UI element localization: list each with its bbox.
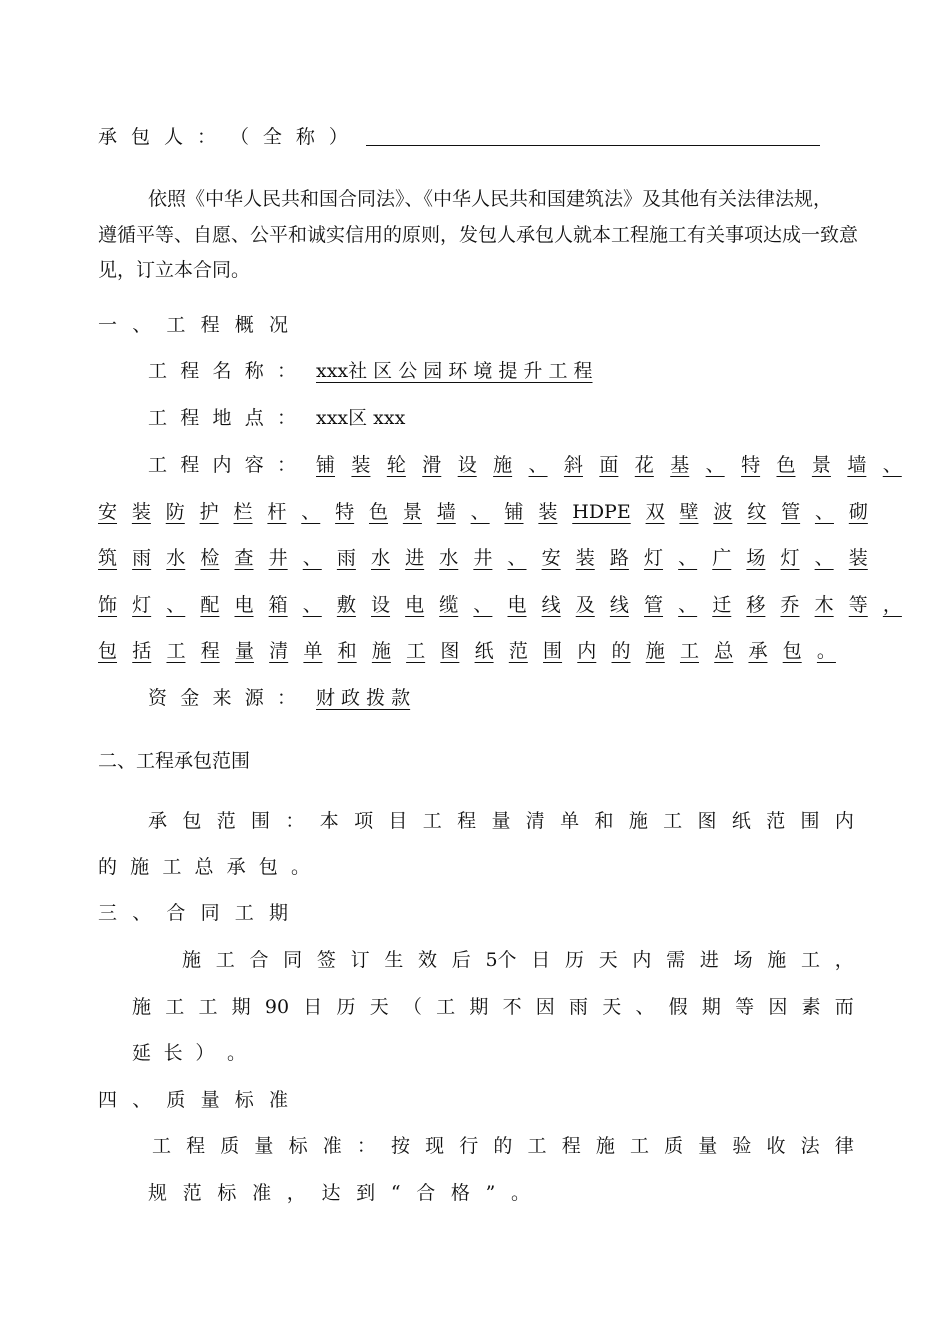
intro-line-3: 见，订立本合同。 bbox=[98, 259, 251, 281]
intro-line-1: 依照《中华人民共和国合同法》、《中华人民共和国建筑法》及其他有关法律法规， bbox=[148, 188, 833, 210]
quality-line-1: 工 程 质 量 标 准 ： 按 现 行 的 工 程 施 工 质 量 验 收 法 律 bbox=[152, 1135, 854, 1157]
project-content-line-2: 安 装 防 护 栏 杆 、 特 色 景 墙 、 铺 装 HDPE 双 壁 波 纹 管 、 砌 bbox=[98, 501, 868, 523]
scope-line-1: 承 包 范 围 ： 本 项 目 工 程 量 清 单 和 施 工 图 纸 范 围 内 bbox=[148, 810, 854, 832]
quality-line-2: 规 范 标 准 ， 达 到 “ 合 格 ” 。 bbox=[148, 1182, 530, 1204]
scope-line-2: 的 施 工 总 承 包 。 bbox=[98, 856, 310, 878]
section1-heading: 一 、 工 程 概 况 bbox=[98, 314, 288, 336]
project-content-line-5: 包 括 工 程 量 清 单 和 施 工 图 纸 范 围 内 的 施 工 总 承 包 。 bbox=[98, 640, 836, 662]
project-content-label: 工 程 内 容 ： bbox=[148, 454, 296, 476]
project-content-line-1: 铺 装 轮 滑 设 施 、 斜 面 花 基 、 特 色 景 墙 、 bbox=[316, 454, 902, 476]
duration-line-1: 施 工 合 同 签 订 生 效 后 5个 日 历 天 内 需 进 场 施 工 ， bbox=[182, 949, 854, 971]
project-content-line-3: 筑 雨 水 检 查 井 、 雨 水 进 水 井 、 安 装 路 灯 、 广 场 灯 、 装 bbox=[98, 547, 868, 569]
duration-line-2: 施 工 工 期 90 日 历 天 （ 工 期 不 因 雨 天 、 假 期 等 因 素 而 bbox=[132, 996, 854, 1018]
contractor-label: 承 包 人 ： （ 全 称 ） bbox=[98, 126, 348, 148]
section2-heading: 二、工程承包范围 bbox=[98, 750, 251, 772]
project-content-line-4: 饰 灯 、 配 电 箱 、 敷 设 电 缆 、 电 线 及 线 管 、 迁 移 乔 木 等 ， bbox=[98, 594, 902, 616]
project-location-value: xxx区 xxx bbox=[316, 407, 406, 429]
funding-label: 资 金 来 源 ： bbox=[148, 687, 296, 709]
section4-heading: 四 、 质 量 标 准 bbox=[98, 1089, 288, 1111]
project-name-label: 工 程 名 称 ： bbox=[148, 360, 296, 382]
duration-line-3: 延 长 ） 。 bbox=[132, 1042, 246, 1064]
project-location-label: 工 程 地 点 ： bbox=[148, 407, 296, 429]
contractor-blank-line bbox=[366, 145, 820, 146]
section3-heading: 三 、 合 同 工 期 bbox=[98, 902, 288, 924]
project-name-value: xxx社 区 公 园 环 境 提 升 工 程 bbox=[316, 360, 593, 382]
intro-line-2: 遵循平等、自愿、公平和诚实信用的原则，发包人承包人就本工程施工有关事项达成一致意 bbox=[98, 224, 859, 246]
funding-value: 财 政 拨 款 bbox=[316, 687, 411, 709]
